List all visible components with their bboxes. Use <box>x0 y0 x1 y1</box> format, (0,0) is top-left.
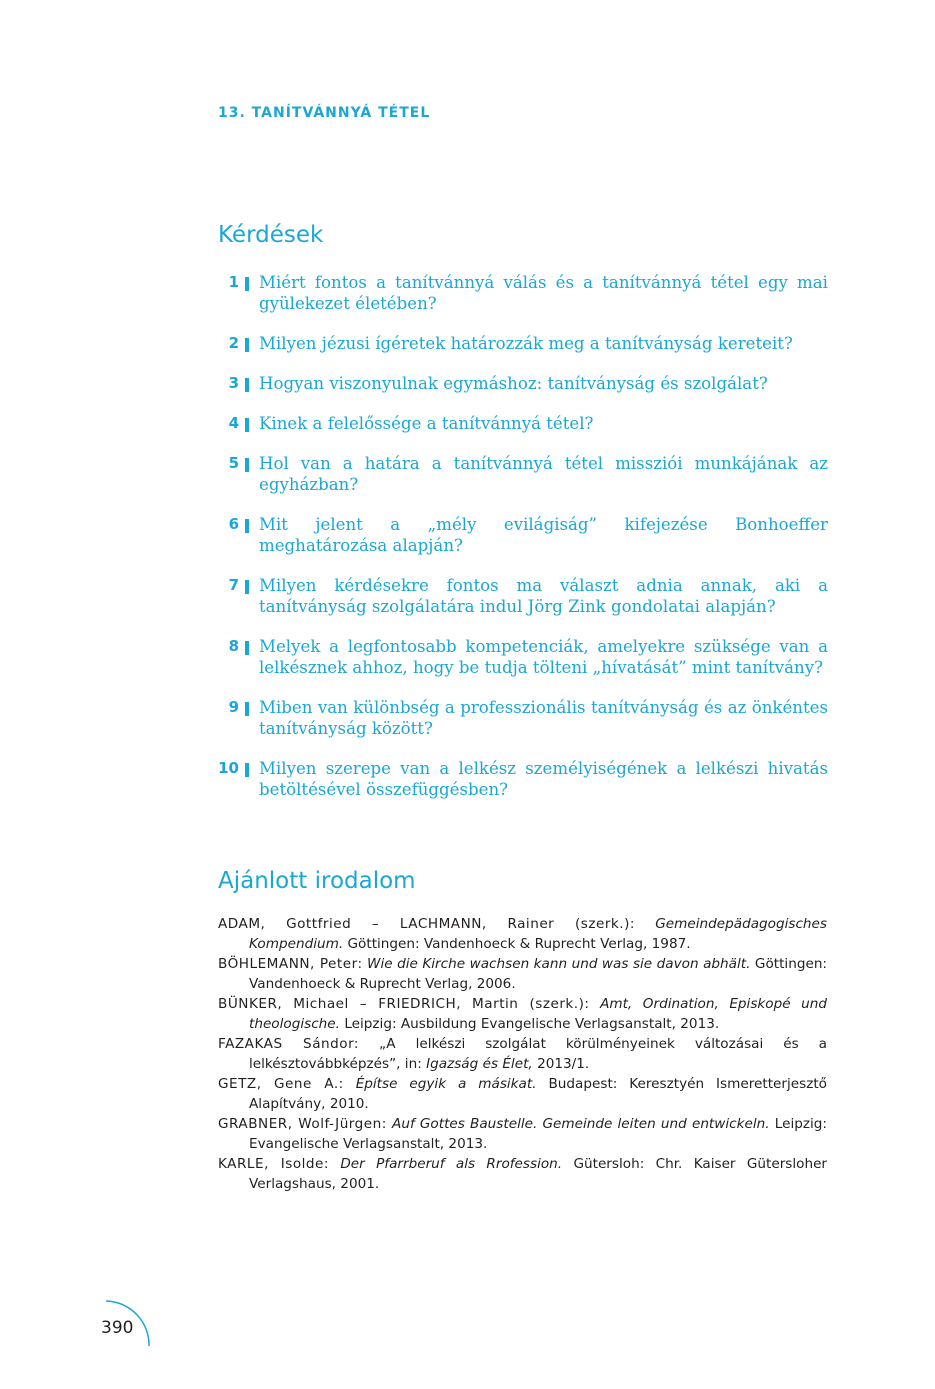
questions-section-title: Kérdések <box>218 222 324 248</box>
reference-title: Gemeindepädagogisches Kompendium. <box>249 916 827 952</box>
questions-list <box>210 272 828 819</box>
reference-author: KARLE, Isolde: <box>218 1156 329 1172</box>
question-text: Miért fontos a tanítvánnyá válás és a tanítvánnyá tétel egy mai gyülekezet életében? <box>259 273 828 313</box>
question-marker-bar <box>245 338 249 352</box>
reference-title: Építse egyik a másikat. <box>355 1076 537 1092</box>
question-marker-bar <box>245 702 249 716</box>
question-number: 5 <box>228 454 239 472</box>
question-item <box>210 333 828 354</box>
question-marker-bar <box>245 519 249 533</box>
question-text: Milyen szerepe van a lelkész személyiségének a lelkészi hivatás betöltésével összefüggésben? <box>259 759 828 799</box>
reference-item <box>218 954 827 994</box>
question-item <box>210 636 828 678</box>
reference-item <box>218 1114 827 1154</box>
reference-author: BÖHLEMANN, Peter: <box>218 956 363 972</box>
question-marker-bar <box>245 418 249 432</box>
question-number: 7 <box>228 576 239 594</box>
reference-author: FAZAKAS Sándor: <box>218 1036 360 1052</box>
reference-title: Auf Gottes Baustelle. Gemeinde leiten und entwickeln. <box>392 1116 770 1132</box>
reference-publication: Göttingen: Vandenhoeck & Ruprecht Verlag, 1987. <box>347 936 691 952</box>
question-number: 2 <box>228 334 239 352</box>
question-number: 1 <box>228 273 239 291</box>
reference-journal: Igazság és Élet, <box>426 1056 533 1072</box>
question-number: 8 <box>228 637 239 655</box>
question-item <box>210 413 828 434</box>
question-text: Hogyan viszonyulnak egymáshoz: tanítványság és szolgálat? <box>259 374 768 393</box>
reference-author: GETZ, Gene A.: <box>218 1076 344 1092</box>
reference-publication: Gütersloh: Chr. Kaiser Gütersloher Verlagshaus, 2001. <box>249 1156 828 1192</box>
reference-author: ADAM, Gottfried – LACHMANN, Rainer (szerk.): <box>218 916 636 932</box>
reference-author: GRABNER, Wolf-Jürgen: <box>218 1116 387 1132</box>
reference-publication: Göttingen: Vandenhoeck & Ruprecht Verlag, 2006. <box>249 956 828 992</box>
question-text: Mit jelent a „mély evilágiság” kifejezése Bonhoeffer meghatározása alapján? <box>259 515 828 555</box>
question-text: Melyek a legfontosabb kompetenciák, amelyekre szüksége van a lelkésznek ahhoz, hogy be tudja tölteni „hívatását” mint tanítvány? <box>259 637 828 677</box>
chapter-header: 13. TANÍTVÁNNYÁ TÉTEL <box>218 105 431 121</box>
question-text: Kinek a felelőssége a tanítvánnyá tétel? <box>259 414 594 433</box>
reference-article: „A lelkészi szolgálat körülményeinek változásai és a lelkésztovábbképzés”, in: <box>249 1036 827 1072</box>
references-list <box>218 914 827 1194</box>
page-number: 390 <box>101 1318 134 1338</box>
question-number: 3 <box>228 374 239 392</box>
question-marker-bar <box>245 458 249 472</box>
literature-section-title: Ajánlott irodalom <box>218 868 416 894</box>
question-marker-bar <box>245 378 249 392</box>
question-item <box>210 453 828 495</box>
question-item <box>210 514 828 556</box>
question-marker-bar <box>245 763 249 777</box>
question-number: 10 <box>218 759 239 777</box>
reference-title: Amt, Ordination, Episkopé und theologische. <box>249 996 827 1032</box>
reference-publication: Leipzig: Evangelische Verlagsanstalt, 2013. <box>249 1116 827 1152</box>
question-text: Milyen kérdésekre fontos ma választ adnia annak, aki a tanítványság szolgálatára indul Jörg Zink gondolatai alapján? <box>259 576 828 616</box>
question-number: 4 <box>228 414 239 432</box>
reference-title: Der Pfarrberuf als Rrofession. <box>340 1156 563 1172</box>
reference-item <box>218 1154 827 1194</box>
question-text: Miben van különbség a professzionális tanítványság és az önkéntes tanítványság között? <box>259 698 828 738</box>
question-item <box>210 373 828 394</box>
reference-item <box>218 1074 827 1114</box>
question-text: Milyen jézusi ígéretek határozzák meg a tanítványság kereteit? <box>259 334 793 353</box>
question-item <box>210 697 828 739</box>
reference-title: Wie die Kirche wachsen kann und was sie davon abhält. <box>367 956 751 972</box>
reference-item <box>218 994 827 1034</box>
question-number: 6 <box>228 515 239 533</box>
question-item <box>210 575 828 617</box>
question-text: Hol van a határa a tanítvánnyá tétel missziói munkájának az egyházban? <box>259 454 828 494</box>
question-item <box>210 272 828 314</box>
reference-item <box>218 914 827 954</box>
question-marker-bar <box>245 580 249 594</box>
reference-publication: Budapest: Keresztyén Ismeretterjesztő Alapítvány, 2010. <box>249 1076 827 1112</box>
reference-issue: 2013/1. <box>537 1056 590 1072</box>
reference-publication: Leipzig: Ausbildung Evangelische Verlagsanstalt, 2013. <box>344 1016 720 1032</box>
question-marker-bar <box>245 641 249 655</box>
reference-author: BÜNKER, Michael – FRIEDRICH, Martin (szerk.): <box>218 996 590 1012</box>
reference-item <box>218 1034 827 1074</box>
question-number: 9 <box>228 698 239 716</box>
question-item <box>210 758 828 800</box>
question-marker-bar <box>245 277 249 291</box>
